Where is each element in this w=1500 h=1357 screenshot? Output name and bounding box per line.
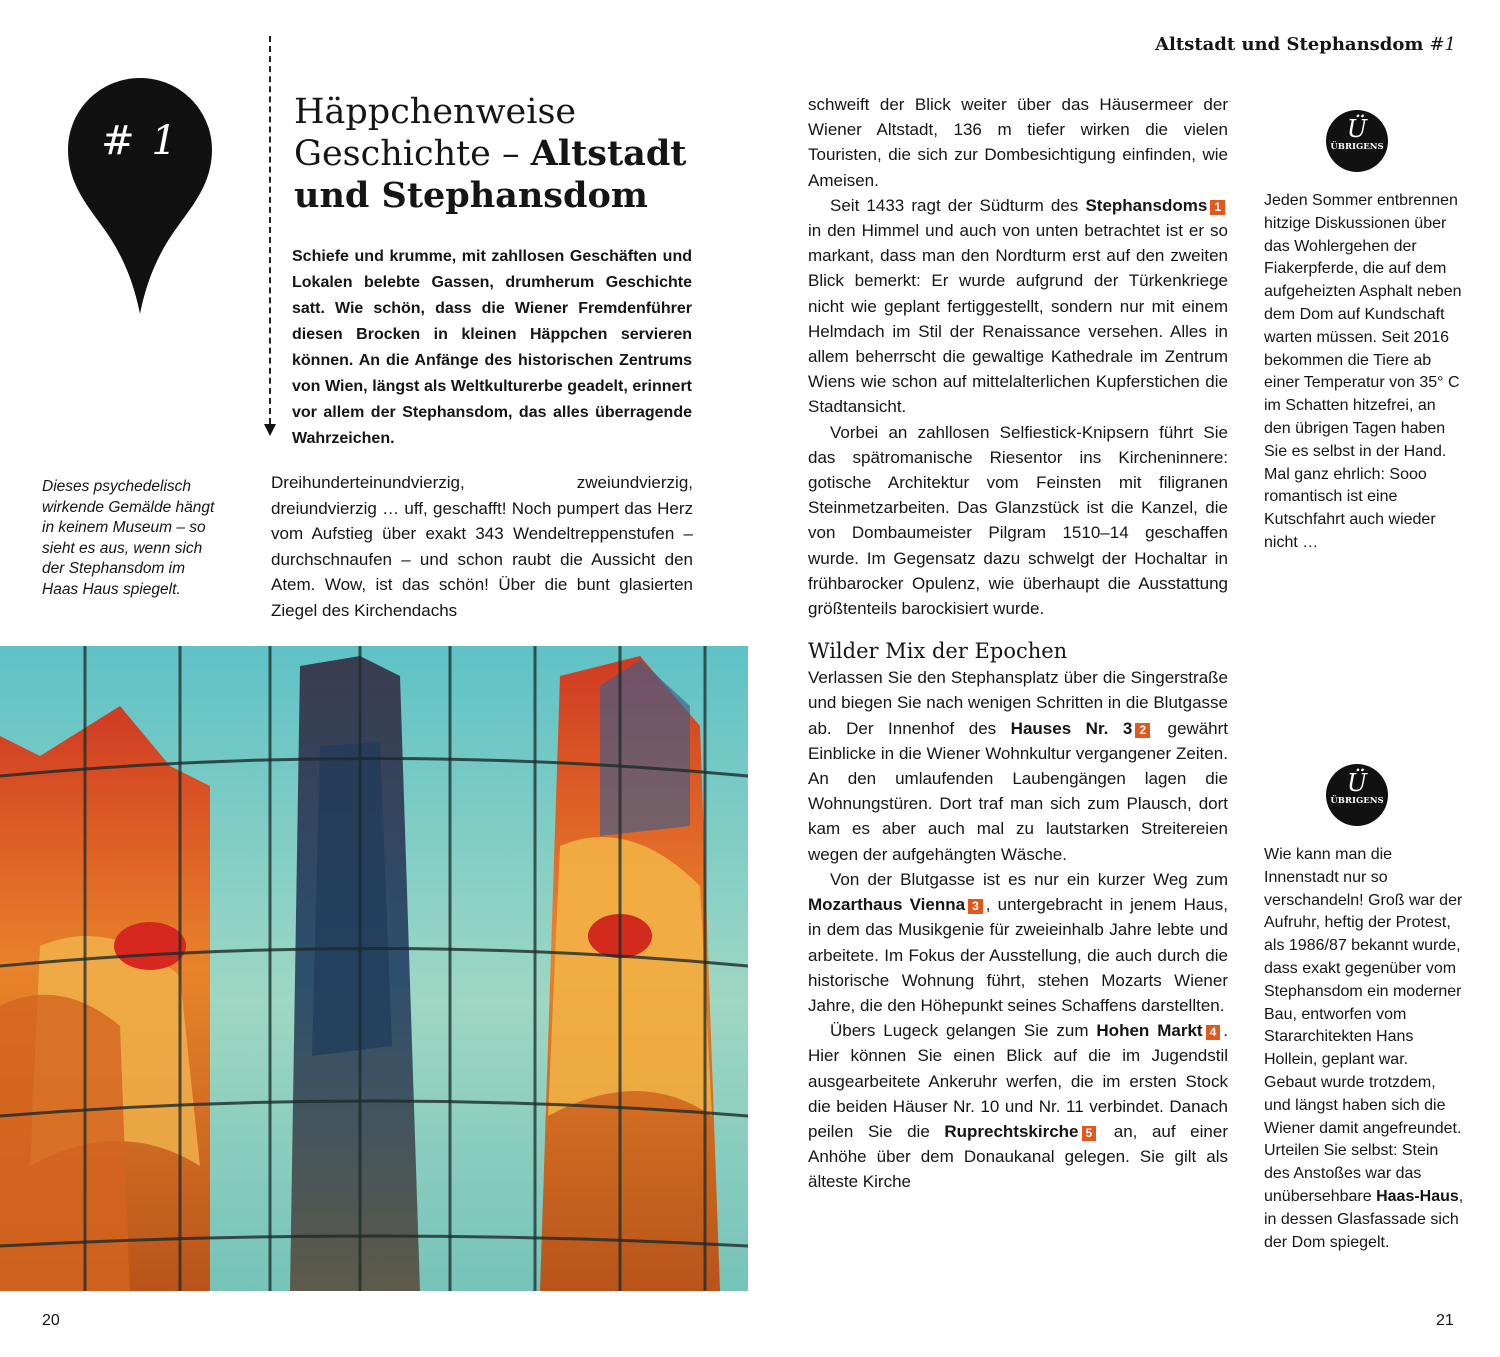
uebrigens-badge [1326,764,1388,826]
uebrigens-letter: Ü [1346,115,1368,143]
title-line-2-bold: Altstadt [530,133,687,174]
running-number: #1 [1429,34,1456,55]
haas-haus-reflection-photo [0,646,748,1291]
map-pin-icon [68,78,212,314]
sidebar-note-2: Wie kann man die Innenstadt nur so verschandeln! Groß war der Aufruhr, heftig der Protest, als 1986/87 bekannt wurde, dass exakt gegenüber vom Stephansdom ein moderner Bau, entworfen vom Stararchitekten Hans Hollein, geplant war. Gebaut wurde trotzdem, und längst haben sich die Wiener damit angefreundet. Urteilen Sie selbst: Stein des Anstoßes war das unübersehbare Haas-Haus, in dessen Glasfassade sich der Dom spiegelt. [1264,846,1464,1251]
uebrigens-letter: Ü [1346,769,1368,797]
arrow-down-icon [264,424,276,436]
paragraph-4: Verlassen Sie den Stephansplatz über die Singerstraße und biegen Sie nach wenigen Schritten in die Blutgasse ab. Der Innenhof des Hauses Nr. 3 2 gewährt Einblicke in die Wiener Wohnkultur vergangener Zeiten. An den umlaufenden Laubengängen lagen die Wohnungstüren. Dort traf man sich zum Plausch, dort kam es aber auch mal zu lautstarken Streitereien wegen der aufgehängten Wäsche. [808,668,1228,864]
paragraph-6: Übers Lugeck gelangen Sie zum Hohen Markt 4 . Hier können Sie einen Blick auf die im Jugendstil ausgearbeitete Ankeruhr werfen, die im ersten Stock die beiden Häuser Nr. 10 und Nr. 11 verbindet. Danach peilen Sie die Ruprechtskirche 5 an, auf einer Anhöhe über dem Donaukanal gelegen. Sie gilt als älteste Kirche [808,1021,1228,1192]
dashed-guide-line [269,36,271,424]
uebrigens-word: ÜBRIGENS [1330,142,1384,152]
sidebar-note-1: Jeden Sommer entbrennen hitzige Diskussionen über das Wohlergehen der Fiakerpferde, die auf dem aufgeheizten Asphalt neben dem Dom auf Kundschaft warten müssen. Seit 2016 bekommen die Tiere ab einer Temperatur von 35° C im Schatten hitzefrei, an den übrigen Tagen haben Sie es selbst in der Hand. Mal ganz ehrlich: Sooo romantisch ist eine Kutschfahrt auch wieder nicht … [1264,192,1462,551]
uebrigens-badge [1326,110,1388,172]
paragraph-1: schweift der Blick weiter über das Häusermeer der Wiener Altstadt, 136 m tiefer wirken die vielen Touristen, die sich zur Dombesichtigung einfinden, wie Ameisen. [808,95,1228,190]
map-marker-badge-5: 5 [1082,1126,1097,1141]
map-marker-badge-1: 1 [1210,200,1225,215]
paragraph-2: Seit 1433 ragt der Südturm des Stephansdoms 1 in den Himmel und auch von unten betrachtet ist er so markant, dass man den Nordturm erst auf den zweiten Blick bemerkt: Er wurde aufgrund der Türkenkriege nicht wie geplant fertiggestellt, sondern nur mit einem Helmdach im Stil der Renaissance versehen. Alles in allem beherrscht die gewaltige Kathedrale im Zentrum Wiens wie schon auf mittelalterlichen Kupferstichen die Stadtansicht. [808,195,1228,417]
title-line-2: Geschichte – [294,134,531,174]
paragraph-3: Vorbei an zahllosen Selfiestick-Knipsern führt Sie das spätromanische Riesentor ins Kircheninnere: gotische Architektur vom Feinsten mit filigranen Steinmetzarbeiten. Das Glanzstück ist die Kanzel, die von Dombaumeister Pilgram 1510–14 geschaffen wurde. Im Gegensatz dazu schwelgt der Hochaltar in frühbarocker Opulenz, wie überhaupt die Ausstattung größtenteils barockisiert wurde. [808,422,1228,619]
paragraph-5: Von der Blutgasse ist es nur ein kurzer Weg zum Mozarthaus Vienna 3 , untergebracht in jenem Haus, in dem das Musikgenie für zweieinhalb Jahre lebte und arbeitete. Im Fokus der Ausstellung, die auch durch die historische Wohnung führt, stehen Mozarts Wiener Jahre, die den Höhepunkt seines Schaffens darstellten. [808,869,1228,1015]
photo-caption: Dieses psychedelisch wirkende Gemälde hängt in keinem Museum – so sieht es aus, wenn sich der Stephansdom im Haas Haus spiegelt. [42,478,215,598]
chapter-marker-label: # 1 [101,118,179,164]
map-marker-badge-4: 4 [1206,1025,1221,1040]
running-head [1155,34,1456,55]
map-marker-badge-3: 3 [968,899,983,914]
body-text-left: Dreihunderteinundvierzig, zweiundvierzig, dreiundvierzig … uff, geschafft! Noch pumpert das Herz vom Aufstieg über exakt 343 Wendeltreppenstufen – durchschnaufen – und schon raubt die Aussicht den Atem. Wow, ist das schön! Über die bunt glasierten Ziegel des Kirchendachs [271,473,693,620]
running-title: Altstadt und Stephansdom [1155,34,1424,55]
chapter-title [294,92,714,217]
lead-paragraph: Schiefe und krumme, mit zahllosen Geschäften und Lokalen belebte Gassen, drumherum Geschichte satt. Wie schön, dass die Wiener Fremdenführer diesen Brocken in kleinen Häppchen servieren können. An die Anfänge des historischen Zentrums von Wien, längst als Weltkulturerbe geadelt, erinnert vor allem der Stephansdom, das alles überragende Wahrzeichen. [292,248,692,447]
section-heading: Wilder Mix der Epochen [808,639,1068,664]
page-number-right: 21 [1436,1312,1454,1329]
map-marker-badge-2: 2 [1135,723,1150,738]
title-line-1: Häppchenweise [294,92,577,132]
title-line-3-bold: und Stephansdom [294,175,648,216]
uebrigens-word: ÜBRIGENS [1330,796,1384,806]
body-text-middle [808,92,1228,1195]
page-number-left: 20 [42,1312,60,1329]
